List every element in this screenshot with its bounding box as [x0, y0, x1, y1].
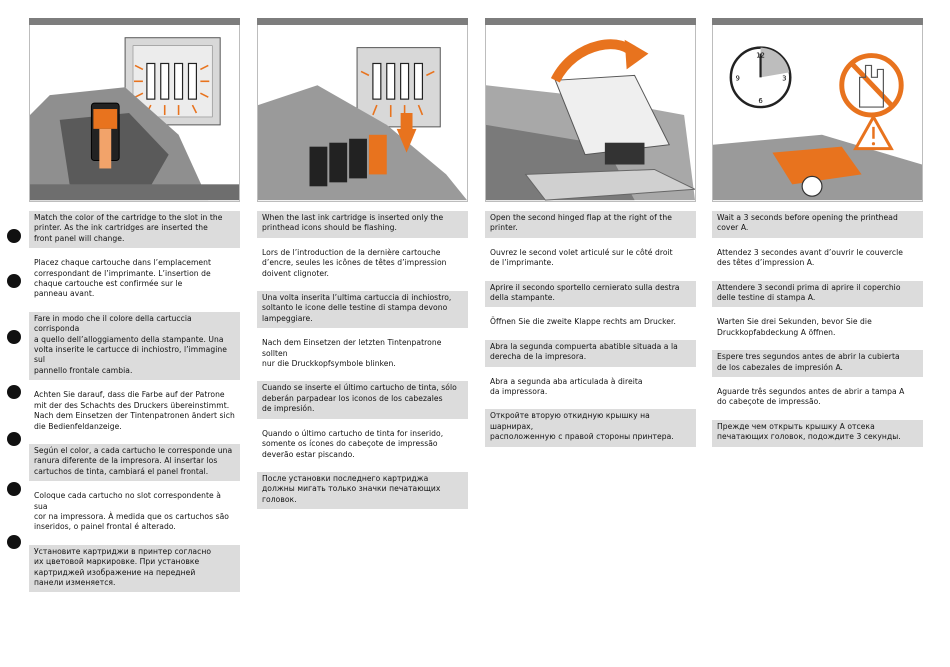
step-header-bar — [712, 18, 923, 25]
instruction-en: Open the second hinged flap at the right of the printer. — [485, 211, 696, 238]
bullet-icon — [7, 535, 21, 549]
bullet-icon — [7, 432, 21, 446]
instruction-es: Abra la segunda compuerta abatible situada a la derecha de la impresora. — [485, 340, 696, 367]
instruction-de: Achten Sie darauf, dass die Farbe auf der Patrone mit der des Schachts des Druckers übereinstimmt. Nach dem Einsetzen der Tintenpatronen ändert sich die Bedienfeldanzeige. — [34, 390, 235, 431]
instruction-pt: Abra a segunda aba articulada à direita da impressora. — [490, 376, 643, 397]
step-column-4 — [712, 18, 923, 455]
instruction-fr: Lors de l’introduction de la dernière cartouche d’encre, seules les icônes de têtes d’impression doivent clignoter. — [262, 247, 447, 278]
step-column-1 — [29, 18, 240, 600]
step-header-bar — [29, 18, 240, 25]
clock-number-9: 9 — [735, 74, 740, 83]
instruction-ru: Установите картриджи в принтер согласно их цветовой маркировке. При установке картриджей изображение на передней панели изменяется. — [29, 545, 240, 593]
instruction-de: Nach dem Einsetzen der letzten Tintenpatrone sollten nur die Druckkopfsymbole blinken. — [262, 338, 442, 369]
step-column-3 — [485, 18, 696, 455]
instruction-ru: После установки последнего картриджа должны мигать только значки печатающих головок. — [257, 472, 468, 509]
last-cartridge-illustration — [257, 25, 468, 202]
clock-number-6: 6 — [758, 97, 763, 106]
instruction-pt: Coloque cada cartucho no slot correspondente à sua cor na impressora. À medida que os cartuchos são inseridos, o painel frontal é alterado. — [34, 491, 229, 532]
instruction-fr: Placez chaque cartouche dans l’emplacement correspondant de l’imprimante. L’insertion de chaque cartouche est confirmée sur le panneau avant. — [34, 258, 212, 299]
step-header-bar — [257, 18, 468, 25]
instruction-ru: Откройте вторую откидную крышку на шарнирах, расположенную с правой стороны принтера. — [485, 409, 696, 446]
clock-icon — [731, 48, 790, 107]
warning-icon — [856, 117, 892, 149]
bullet-icon — [7, 385, 21, 399]
cartridge-insert-illustration — [29, 25, 240, 202]
clock-number-3: 3 — [782, 74, 787, 83]
instruction-fr: Ouvrez le second volet articulé sur le côté droit de l’imprimante. — [490, 247, 673, 268]
instruction-it: Attendere 3 secondi prima di aprire il coperchio delle testine di stampa A. — [712, 281, 923, 308]
instruction-en: When the last ink cartridge is inserted only the printhead icons should be flashing. — [257, 211, 468, 238]
step-header-bar — [485, 18, 696, 25]
instruction-ru: Прежде чем открыть крышку A отсека печатающих головок, подождите 3 секунды. — [712, 420, 923, 447]
bullet-icon — [7, 482, 21, 496]
instruction-es: Cuando se inserte el último cartucho de tinta, sólo deberán parpadear los iconos de los cabezales de impresión. — [257, 381, 468, 418]
step-column-2 — [257, 18, 468, 517]
instruction-es: Según el color, a cada cartucho le corresponde una ranura diferente de la impresora. Al insertar los cartuchos de tinta, cambiará el panel frontal. — [29, 444, 240, 481]
instruction-en: Match the color of the cartridge to the slot in the printer. As the ink cartridges are inserted the front panel will change. — [29, 211, 240, 248]
instruction-it: Aprire il secondo sportello cernierato sulla destra della stampante. — [485, 281, 696, 308]
instruction-en: Wait a 3 seconds before opening the printhead cover A. — [712, 211, 923, 238]
bullet-icon — [7, 229, 21, 243]
instruction-de: Öffnen Sie die zweite Klappe rechts am Drucker. — [490, 317, 676, 327]
instruction-pt: Quando o último cartucho de tinta for inserido, somente os ícones do cabeçote de impressão deverão estar piscando. — [262, 428, 444, 459]
wait-illustration — [712, 25, 923, 202]
clock-number-12: 12 — [756, 51, 765, 60]
instruction-fr: Attendez 3 secondes avant d’ouvrir le couvercle des têtes d’impression A. — [717, 247, 903, 268]
instruction-de: Warten Sie drei Sekunden, bevor Sie die Druckkopfabdeckung A öffnen. — [717, 317, 872, 337]
bullet-icon — [7, 330, 21, 344]
instruction-es: Espere tres segundos antes de abrir la cubierta de los cabezales de impresión A. — [712, 350, 923, 377]
bullet-icon — [7, 274, 21, 288]
prohibited-hand-icon — [842, 56, 901, 115]
instruction-it: Fare in modo che il colore della cartuccia corrisponda a quello dell’alloggiamento della stampante. Una volta inserite le cartucce di inchiostro, l’immagine sul pannello frontale cambia. — [29, 312, 240, 380]
open-flap-illustration — [485, 25, 696, 202]
instruction-it: Una volta inserita l’ultima cartuccia di inchiostro, soltanto le icone delle testine di stampa devono lampeggiare. — [257, 291, 468, 328]
instruction-pt: Aguarde três segundos antes de abrir a tampa A do cabeçote de impressão. — [717, 387, 905, 407]
